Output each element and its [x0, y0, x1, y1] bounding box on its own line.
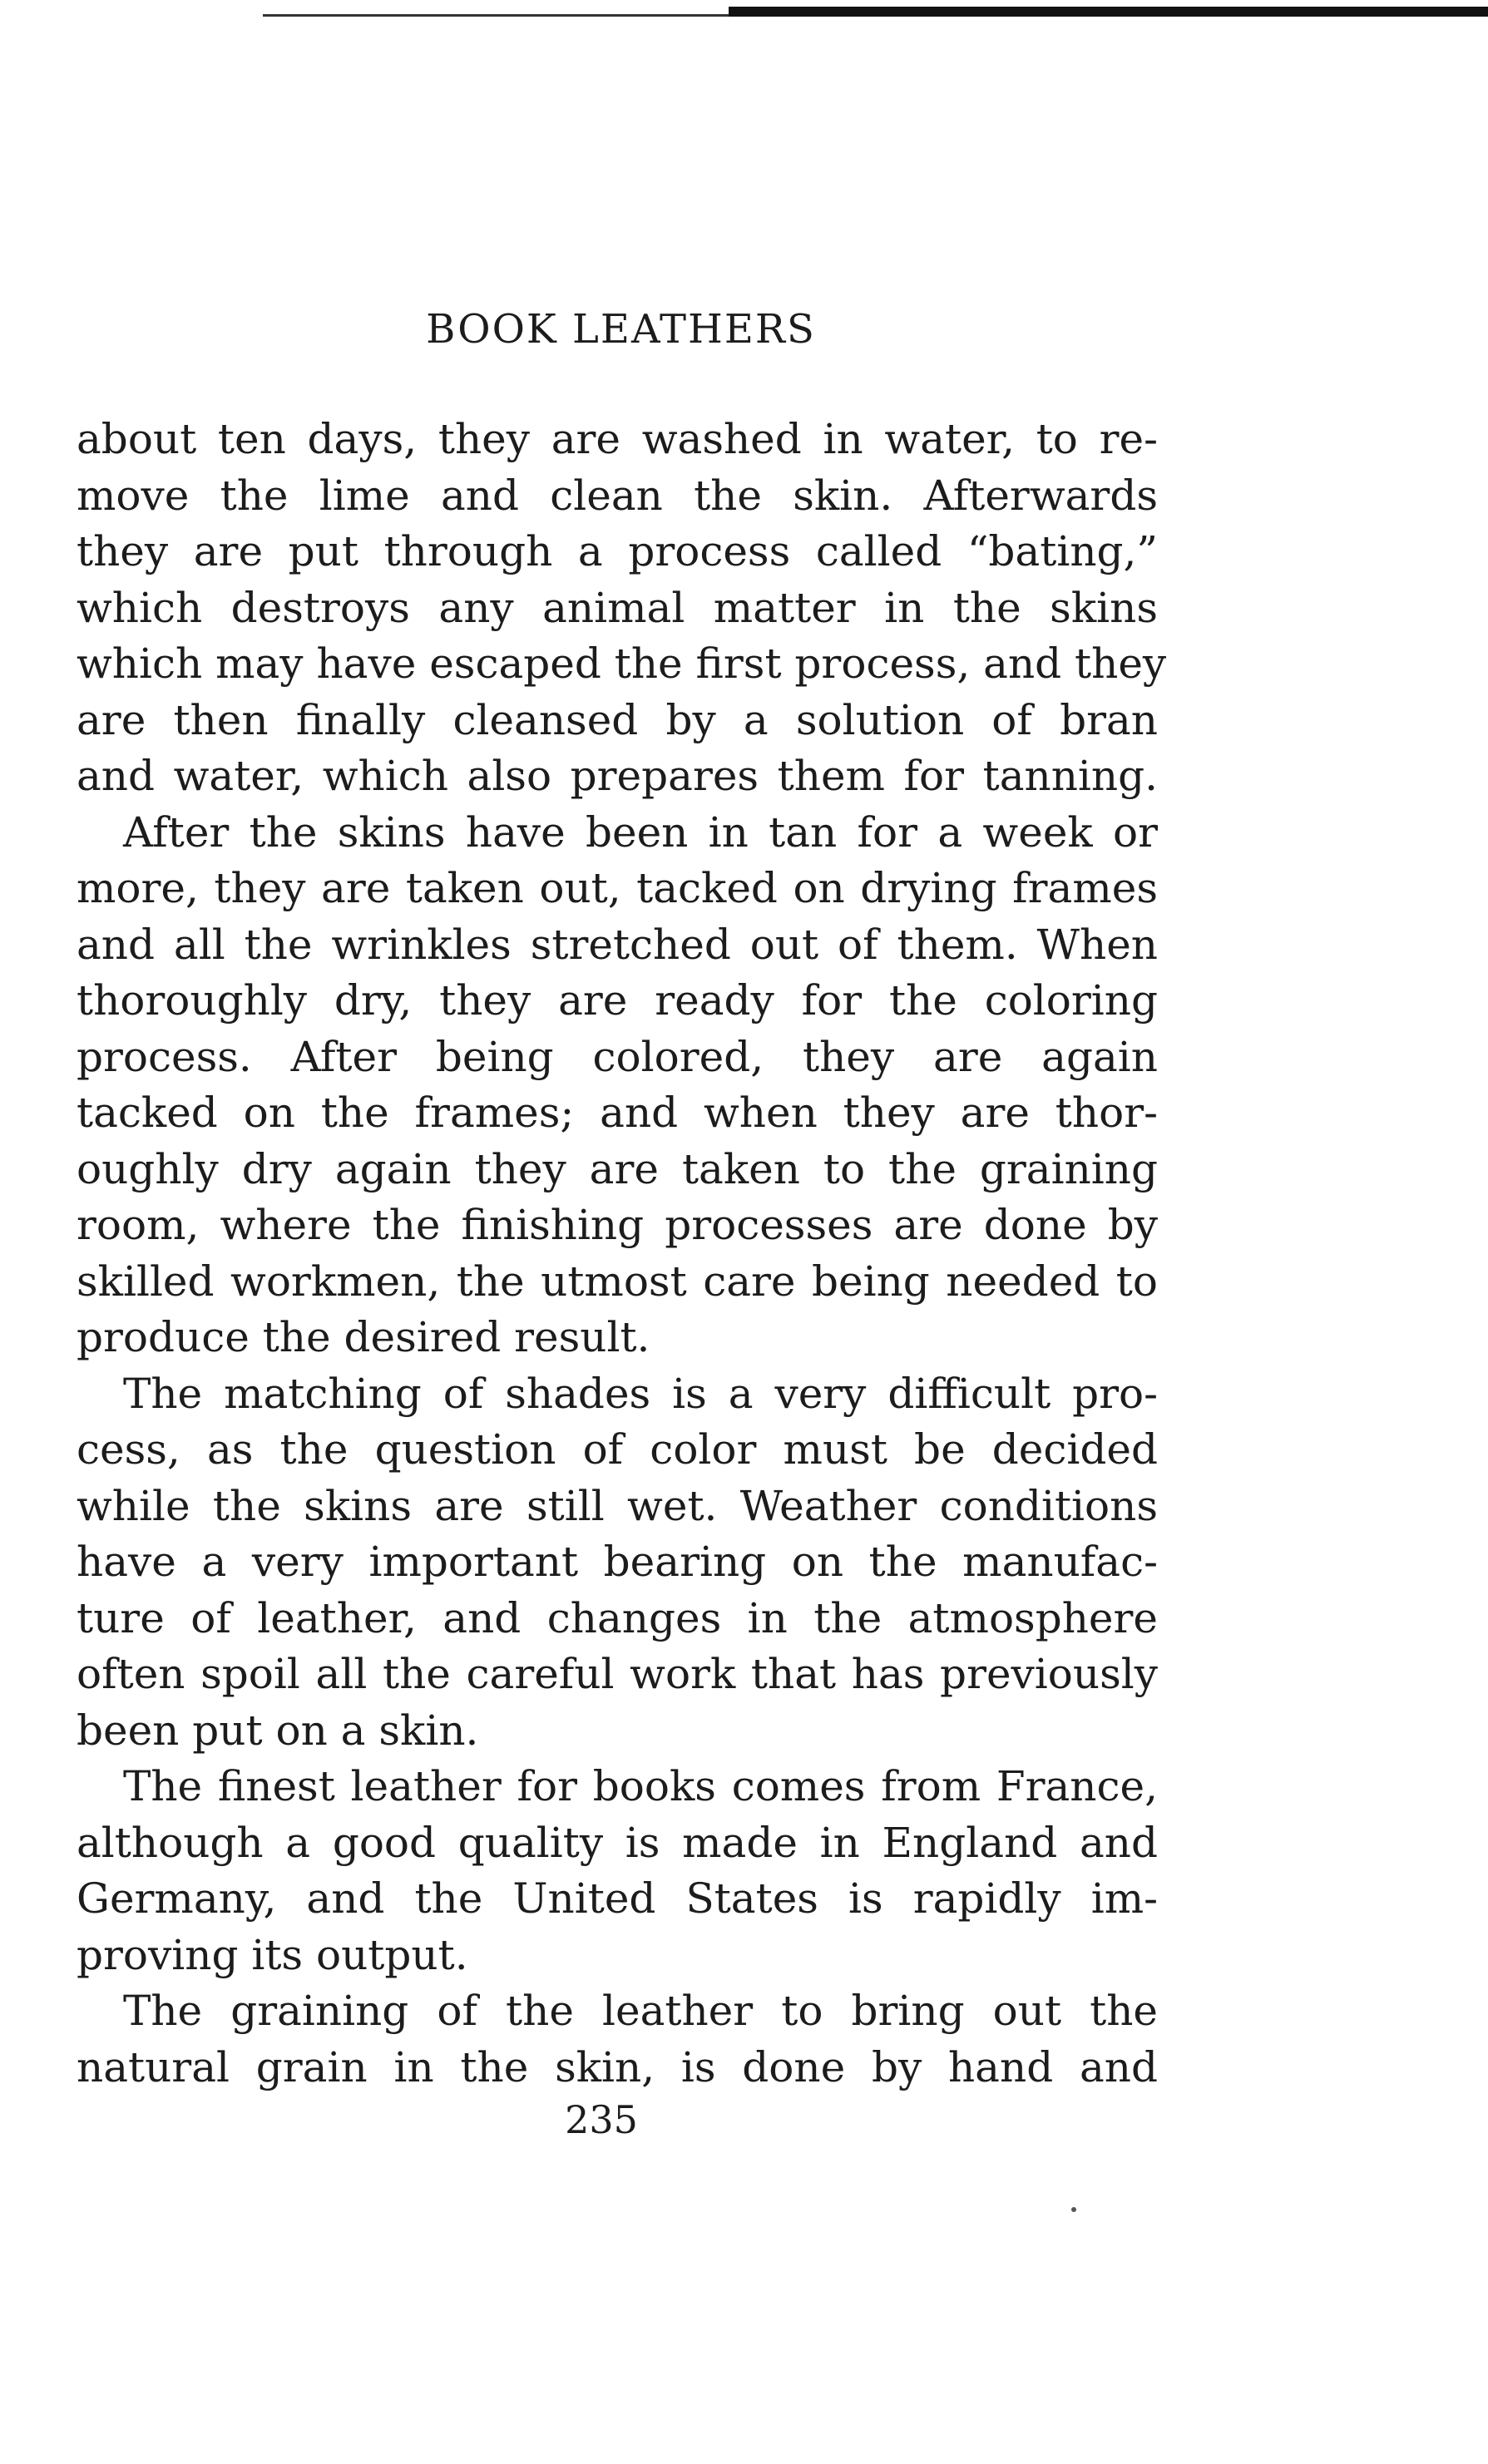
text-line: have a very important bearing on the manufac- — [77, 1538, 1158, 1586]
text-line: After the skins have been in tan for a week or — [123, 807, 1158, 857]
paragraph-4 — [77, 1759, 1158, 1983]
text-line: The finest leather for books comes from France, — [123, 1762, 1158, 1810]
body-text — [77, 412, 1167, 2096]
text-line: they are put through a process called “bating,” — [77, 527, 1158, 575]
text-line: more, they are taken out, tacked on drying frames — [77, 864, 1158, 912]
text-line: been put on a skin. — [77, 1706, 479, 1755]
text-line: skilled workmen, the utmost care being needed to — [77, 1257, 1158, 1306]
page-number: 235 — [565, 2097, 638, 2142]
running-head: BOOK LEATHERS — [426, 306, 816, 353]
paper-speck — [1071, 2207, 1076, 2212]
text-line: which destroys any animal matter in the skins — [77, 583, 1158, 632]
text-line: and water, which also prepares them for tanning. — [77, 752, 1158, 800]
top-edge-rule — [263, 0, 1488, 17]
text-line: thoroughly dry, they are ready for the coloring — [77, 976, 1158, 1025]
text-line: while the skins are still wet. Weather conditions — [77, 1481, 1158, 1530]
paragraph-2 — [77, 805, 1158, 1366]
paragraph-1 — [77, 412, 1167, 805]
paragraph-5 — [77, 1983, 1158, 2096]
text-line: move the lime and clean the skin. Afterwards — [77, 471, 1158, 520]
text-line: about ten days, they are washed in water, to re- — [77, 415, 1158, 463]
text-line: although a good quality is made in England and — [77, 1818, 1158, 1867]
text-line: cess, as the question of color must be decided — [77, 1425, 1158, 1474]
text-line: are then finally cleansed by a solution of bran — [77, 695, 1158, 744]
text-line: produce the desired result. — [77, 1313, 650, 1361]
text-line: tacked on the frames; and when they are thor- — [77, 1089, 1158, 1137]
text-line: proving its output. — [77, 1930, 468, 1979]
text-line: room, where the finishing processes are done by — [77, 1201, 1158, 1249]
text-line: and all the wrinkles stretched out of them. When — [77, 920, 1158, 969]
text-line: which may have escaped the first process, and they — [77, 639, 1167, 688]
text-line: process. After being colored, they are again — [77, 1032, 1158, 1081]
text-line: often spoil all the careful work that has previously — [77, 1650, 1158, 1698]
text-line: Germany, and the United States is rapidly im- — [77, 1874, 1158, 1923]
text-line: The graining of the leather to bring out the — [123, 1987, 1158, 2035]
text-line: ture of leather, and changes in the atmosphere — [77, 1593, 1158, 1642]
text-line: oughly dry again they are taken to the graining — [77, 1144, 1158, 1193]
text-line: natural grain in the skin, is done by hand and — [77, 2042, 1158, 2091]
text-line: The matching of shades is a very difficult pro- — [123, 1369, 1158, 1418]
paragraph-3 — [77, 1366, 1158, 1760]
